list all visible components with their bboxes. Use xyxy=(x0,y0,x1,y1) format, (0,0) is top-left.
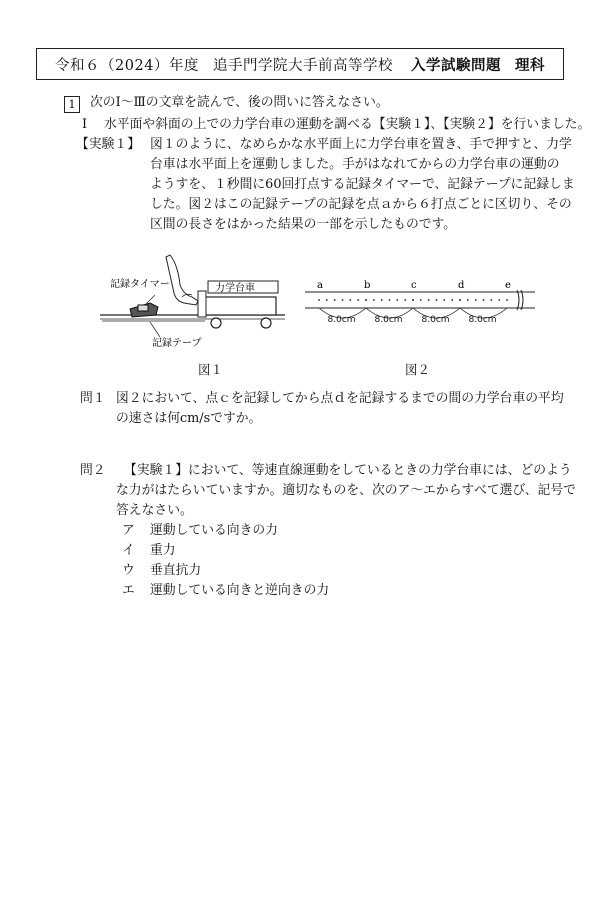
tape-dot xyxy=(443,299,445,301)
tape-dot xyxy=(396,299,398,301)
tape-dot xyxy=(389,299,391,301)
figure1-caption: 図１ xyxy=(198,362,224,377)
tape-dot xyxy=(459,299,461,301)
tape-dots xyxy=(318,299,508,301)
tape-intervals xyxy=(319,308,507,325)
option-mark: エ xyxy=(122,583,135,598)
option-text: 重力 xyxy=(150,543,176,558)
option-text: 垂直抗力 xyxy=(150,563,202,578)
tape-dot xyxy=(357,299,359,301)
tape-dot xyxy=(436,299,438,301)
exam-title: 入学試験問題 xyxy=(410,56,501,74)
tape-dot xyxy=(381,299,383,301)
experiment1-line: ようすを、１秒間に60回打点する記録タイマーで、記録テープに記録しま xyxy=(150,177,575,192)
tape-dot xyxy=(428,299,430,301)
experiment1-line: した。図２はこの記録テープの記録を点ａから６打点ごとに区切り、その xyxy=(150,197,572,212)
option-mark: ウ xyxy=(122,563,135,578)
experiment1-line: 図１のように、なめらかな水平面上に力学台車を置き、手で押すと、力学 xyxy=(150,137,572,152)
timer-top xyxy=(138,305,148,311)
interval-length-label: 8.0cm xyxy=(421,315,450,325)
figure2-tape-diagram xyxy=(305,280,545,330)
tape-dot xyxy=(412,299,414,301)
q2-text-line: な力がはたらいていますか。適切なものを、次のア～エからすべて選び、記号で xyxy=(116,483,576,498)
tape-dot xyxy=(326,299,328,301)
experiment1-line: 台車は水平面上を運動しました。手がはなれてからの力学台車の運動の xyxy=(150,157,560,172)
q1-text-line: 図２において、点ｃを記録してから点ｄを記録するまでの間の力学台車の平均 xyxy=(116,391,564,406)
subject-name: 理科 xyxy=(514,56,545,74)
tape-points xyxy=(317,280,511,291)
tape-label: 記録テープ xyxy=(152,338,202,349)
tape-point-label: e xyxy=(505,280,511,291)
interval-length-label: 8.0cm xyxy=(374,315,403,325)
tape-point-label: d xyxy=(458,280,465,291)
tape-dot xyxy=(490,299,492,301)
exam-header xyxy=(36,48,564,80)
option-text: 運動している向きの力 xyxy=(150,523,278,538)
option-text: 運動している向きと逆向きの力 xyxy=(150,583,330,598)
q2-text-line: 答えなさい。 xyxy=(116,503,193,518)
tape-dot xyxy=(342,299,344,301)
question-intro: 次のⅠ～Ⅲの文章を読んで、後の問いに答えなさい。 xyxy=(90,95,389,110)
tape-dot xyxy=(451,299,453,301)
cart-wheel xyxy=(261,318,271,328)
exam-year: 令和６（2024）年度 xyxy=(55,57,199,74)
option-mark: ア xyxy=(122,523,135,538)
tape-dot xyxy=(373,299,375,301)
question-number: 1 xyxy=(64,96,80,113)
cart-wheel xyxy=(211,318,221,328)
section-mark: Ⅰ xyxy=(82,117,88,132)
cart-body xyxy=(204,297,276,315)
tape-dot xyxy=(506,299,508,301)
tape-dot xyxy=(349,299,351,301)
tape-leader xyxy=(150,322,160,337)
tape-dot xyxy=(334,299,336,301)
option-mark: イ xyxy=(122,543,135,558)
section-text: 水平面や斜面の上での力学台車の運動を調べる【実験１】、【実験２】を行いました。 xyxy=(104,117,591,132)
figure2-caption: 図２ xyxy=(405,362,431,377)
experiment1-label: 【実験１】 xyxy=(76,137,140,152)
tape-dot xyxy=(420,299,422,301)
interval-length-label: 8.0cm xyxy=(468,315,497,325)
timer-label: 記録タイマー xyxy=(110,279,170,290)
hand-icon xyxy=(166,255,198,305)
tape-point-label: c xyxy=(411,280,417,291)
q1-text-line: の速さは何cm/sですか。 xyxy=(116,411,262,426)
tape-point-label: a xyxy=(317,280,323,291)
tape-dot xyxy=(498,299,500,301)
tape-dot xyxy=(467,299,469,301)
q1-label: 問１ xyxy=(80,391,106,406)
tape-dot xyxy=(365,299,367,301)
experiment1-line: 区間の長さをはかった結果の一部を示したものです。 xyxy=(150,217,457,232)
tape-dot xyxy=(475,299,477,301)
q2-label: 問２ xyxy=(80,463,106,478)
cart-front xyxy=(198,291,206,317)
tape-dot xyxy=(404,299,406,301)
cart-label: 力学台車 xyxy=(215,283,255,294)
tape-break-mark xyxy=(517,290,519,310)
tape-dot xyxy=(318,299,320,301)
school-name: 追手門学院大手前高等学校 xyxy=(212,57,393,74)
q2-text-line: 【実験１】において、等速直線運動をしているときの力学台車には、どのよう xyxy=(124,463,572,478)
tape-break-mark xyxy=(521,290,523,310)
interval-length-label: 8.0cm xyxy=(327,315,356,325)
tape-point-label: b xyxy=(364,280,371,291)
figure1-diagram xyxy=(100,245,290,355)
tape-dot xyxy=(483,299,485,301)
